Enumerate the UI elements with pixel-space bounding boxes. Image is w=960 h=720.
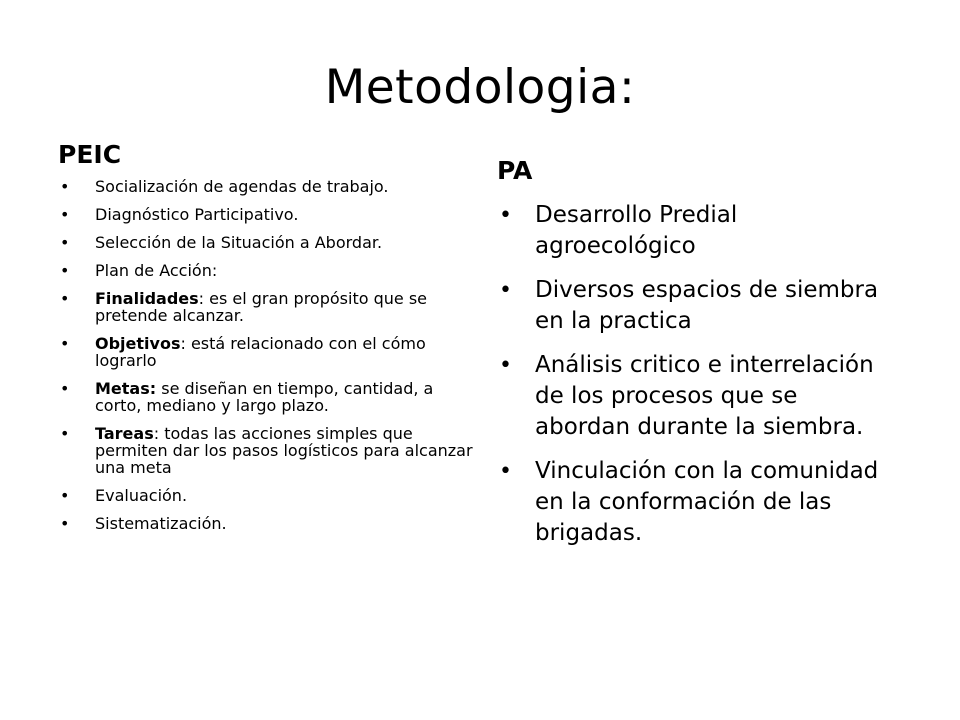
bullet-icon: • [499, 353, 512, 378]
bullet-icon: • [499, 459, 512, 484]
list-item [497, 350, 882, 443]
item-text: se diseñan en tiempo, cantidad, a corto, mediano y largo plazo. [95, 379, 434, 415]
item-text: Vinculación con la comunidad en la conformación de las brigadas. [535, 458, 879, 546]
bullet-icon: • [60, 379, 70, 398]
bullet-icon: • [60, 514, 70, 533]
item-text: : es el gran propósito que se pretende alcanzar. [95, 289, 427, 325]
peic-heading: PEIC [58, 140, 122, 169]
item-text: Plan de Acción: [95, 261, 218, 280]
item-text: Selección de la Situación a Abordar. [95, 233, 383, 252]
bullet-icon: • [60, 233, 70, 252]
list-item [58, 515, 473, 532]
list-item [58, 178, 473, 195]
bullet-icon: • [60, 486, 70, 505]
bullet-icon: • [60, 424, 70, 443]
list-item [58, 425, 473, 476]
list-item [58, 234, 473, 251]
pa-list [497, 200, 882, 562]
item-text: Socialización de agendas de trabajo. [95, 177, 389, 196]
list-item [497, 200, 882, 262]
item-text: Diagnóstico Participativo. [95, 205, 299, 224]
list-item [58, 380, 473, 414]
list-item [497, 275, 882, 337]
item-text: Evaluación. [95, 486, 188, 505]
item-text: Sistematización. [95, 514, 227, 533]
bullet-icon: • [60, 261, 70, 280]
list-item [58, 290, 473, 324]
peic-list [58, 178, 473, 543]
slide-title: Metodologia: [324, 60, 636, 115]
item-text: Análisis critico e interrelación de los procesos que se abordan durante la siembra. [535, 352, 874, 440]
item-bold-term: Objetivos [95, 334, 181, 353]
bullet-icon: • [499, 278, 512, 303]
list-item [58, 206, 473, 223]
bullet-icon: • [60, 334, 70, 353]
item-text: Diversos espacios de siembra en la practica [535, 277, 879, 334]
list-item [58, 262, 473, 279]
bullet-icon: • [60, 177, 70, 196]
pa-heading: PA [497, 156, 533, 185]
item-bold-term: Metas: [95, 379, 157, 398]
item-text: Desarrollo Predial agroecológico [535, 202, 738, 259]
bullet-icon: • [499, 203, 512, 228]
list-item [58, 487, 473, 504]
bullet-icon: • [60, 289, 70, 308]
list-item [58, 335, 473, 369]
item-bold-term: Finalidades [95, 289, 199, 308]
item-text: : todas las acciones simples que permiten dar los pasos logísticos para alcanzar una meta [95, 424, 473, 477]
bullet-icon: • [60, 205, 70, 224]
item-bold-term: Tareas [95, 424, 154, 443]
list-item [497, 456, 882, 549]
item-text: : está relacionado con el cómo lograrlo [95, 334, 426, 370]
